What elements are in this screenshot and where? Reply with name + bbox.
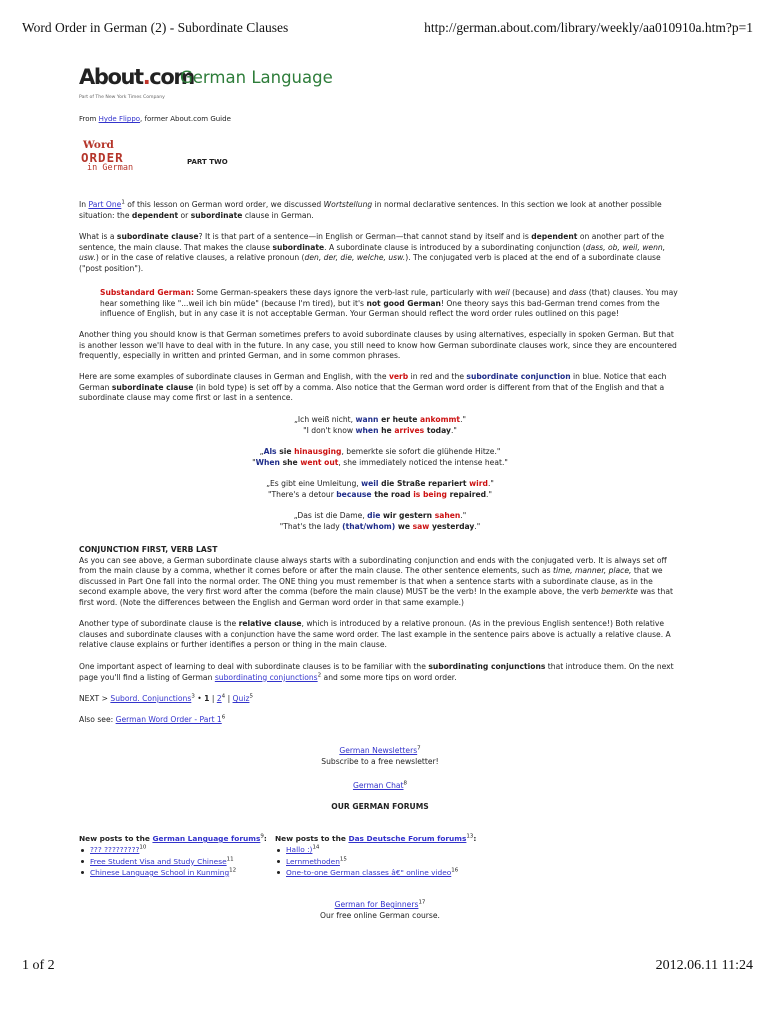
what-is-paragraph: What is a subordinate clause? It is that part of a sentence—in English or German—that cannot stand by itself and is dependent on another part of the sentence, the main clause. That makes the clause subordinate. A subordinate clause is introduced by a subordinating conjunction (dass, ob, weil, wenn, usw.) or in the case of relative clauses, a relative pronoun (den, der, die, welche, usw.). The conjugated verb is placed at the end of a subordinate clause ("post position"). <box>79 232 666 273</box>
subord-conjunctions-link[interactable]: Subord. Conjunctions <box>110 694 192 703</box>
newsletters-block: German Newsletters$^7$ Subscribe to a free newsletter! <box>79 746 681 767</box>
relative-paragraph: Another type of subordinate clause is the relative clause, which is introduced by a relative pronoun. (As in the previous English sentence!) Both relative clauses and subordinate clauses with a conjunction have the same word order. The last example in the sentence pairs above is actually a relative clause. A relative clause explains or further identifies a person or thing in the main clause. <box>79 619 671 650</box>
also-see: Also see: German Word Order - Part $1^6$ <box>79 714 226 724</box>
substandard-paragraph: Substandard German: Some German-speakers these days ignore the verb-last rule, particularly with weil (because) and dass (that) clauses. You may hear something like "...weil ich bin müde" (because I'm tired), but it's not good German! One theory says this bad-German trend comes from the influence of English, but in any case it is not acceptable German. Your German should reflect the word order rules outlined on this page! <box>100 288 678 319</box>
intro-paragraph: In Part One$^1$ of this lesson on German word order, we discussed Wortstellung in normal declarative sentences. In this section we look at another possible situation: the dependent or subordinate clause in German. <box>79 199 662 220</box>
print-header-url: http://german.about.com/library/weekly/aa010910a.htm?p=1 <box>424 20 753 35</box>
examples-intro-paragraph: Here are some examples of subordinate clauses in German and English, with the verb in red and the subordinate conjunction in blue. Notice that each German subordinate clause (in bold type) is set off by a comma. Also notice that the German word order is different from that of the English and that a subordinate clause may come first or last in a sentence. <box>79 372 667 403</box>
reference-number: 12 <box>229 867 237 874</box>
reference-number: 10 <box>139 844 147 851</box>
next-navigation: NEXT > Subord. Conjunctions$^3$ • 1 | $2^4$ | Quiz$^5$ <box>79 693 253 703</box>
example-english: "I don't know when he arrives today." <box>303 425 457 435</box>
forum-post-link[interactable]: ??? ????????? <box>90 845 140 855</box>
conjunction-first-paragraph: CONJUNCTION FIRST, VERB LAST As you can see above, a German subordinate clause always starts with a subordinating conjunction and ends with the conjugated verb. It is always set off from the main clause by a comma, whether it comes before or after the main clause. The other sentence elements, such as time, manner, place, that we discussed in Part One fall into the normal order. The ONE thing you must remember is that when a sentence starts with a subordinate clause, as in the second example above, the very first word after the comma (before the main clause) MUST be the verb! In the example above, the verb bemerkte was that first word. (Note the differences between the English and German word order in that same example.) <box>79 545 673 607</box>
example-english: "When she went out, she immediately noticed the intense heat." <box>252 457 508 467</box>
example-german: „Es gibt eine Umleitung, weil die Straße repariert wird." <box>266 479 494 488</box>
byline-suffix: , former About.com Guide <box>140 115 231 123</box>
current-page: 1 <box>204 694 210 703</box>
part-one-link[interactable]: Part One <box>88 200 122 209</box>
chat-block: German Chat$^8$ <box>352 780 408 790</box>
word-order-line3: in German <box>87 163 134 173</box>
example-pair-1 <box>79 415 681 436</box>
example-german: „Das ist die Dame, die wir gestern sahen." <box>293 511 467 520</box>
forums-right-column: New posts to the Das Deutsche Forum forums$^{13}$: Hallo :)$^{14}$ Lernmethoden$^{15}$ One-to-one German classes â€" online video$^{16}$ <box>275 833 535 878</box>
example-pair-2 <box>79 447 681 468</box>
subordinating-conjunctions-link[interactable]: subordinating conjunctions <box>214 672 318 682</box>
example-pair-3 <box>79 479 681 500</box>
section-heading: CONJUNCTION FIRST, VERB LAST <box>79 545 218 554</box>
print-footer-page: 1 of 2 <box>22 958 55 973</box>
forum-post-link[interactable]: Chinese Language School in Kunming <box>90 867 230 877</box>
byline <box>79 114 231 125</box>
one-aspect-paragraph: One important aspect of learning to deal with subordinate clauses is to be familiar with the subordinating conjunctions that introduce them. On the next page you'll find a listing of German subordinating conjunctions$^2$ and some more tips on word order. <box>79 662 674 682</box>
word-order-line1: Word <box>83 139 114 151</box>
reference-number: 15 <box>339 856 347 863</box>
forum-post-item <box>275 867 535 878</box>
forum-post-list <box>275 844 535 878</box>
german-for-beginners-link[interactable]: German for Beginners <box>334 900 419 909</box>
german-newsletters-link[interactable]: German Newsletters <box>339 746 418 755</box>
forums-left-column: New posts to the German Language forums$^9$: ??? ?????????$^{10}$ Free Student Visa and Study Chinese$^{11}$ Chinese Language School in Kunming$^{12}$ <box>79 833 275 878</box>
byline-prefix: From <box>79 115 99 123</box>
beginners-subtitle: Our free online German course. <box>320 910 440 920</box>
reference-number: 14 <box>312 844 320 851</box>
author-link[interactable]: Hyde Flippo <box>98 115 141 123</box>
german-language-forums-link[interactable]: German Language forums <box>152 834 261 843</box>
das-deutsche-forum-link[interactable]: Das Deutsche Forum forums <box>348 834 467 843</box>
forum-post-item <box>275 856 535 867</box>
page-2-link[interactable]: 2 <box>216 694 222 703</box>
beginners-block: German for Beginners$^{17}$ Our free online German course. <box>79 900 681 921</box>
print-header-title: Word Order in German (2) - Subordinate Clauses <box>22 20 289 35</box>
forum-post-link[interactable]: Hallo :) <box>286 845 313 855</box>
reference-number: 16 <box>451 867 459 874</box>
forum-post-link[interactable]: One-to-one German classes â€" online video <box>286 867 452 877</box>
newsletters-subtitle: Subscribe to a free newsletter! <box>321 756 439 766</box>
example-german: „Als sie hinausging, bemerkte sie sofort die glühende Hitze." <box>259 447 501 456</box>
quiz-link[interactable]: Quiz <box>232 694 250 703</box>
another-paragraph: Another thing you should know is that German sometimes prefers to avoid subordinate clauses by using alternatives, especially in spoken German. But that is another lesson we'll have to deal with in the future. In any case, you still need to know how German subordinate clauses work, since they are encountered frequently, especially in written and printed German, and in some common phrases. <box>79 330 677 361</box>
forum-post-item <box>79 844 275 855</box>
german-chat-link[interactable]: German Chat <box>352 781 404 790</box>
word-order-graphic <box>81 140 151 173</box>
forum-post-item <box>275 844 535 855</box>
word-order-line2: ORDER <box>81 150 124 165</box>
forum-post-item <box>79 856 275 867</box>
forum-post-list <box>79 844 275 878</box>
example-english: "There's a detour because the road is being repaired." <box>268 489 492 499</box>
logo-tagline: Part of The New York Times Company <box>79 95 165 100</box>
part-label: PART TWO <box>187 158 228 166</box>
section-title: German Language <box>180 68 333 87</box>
example-english: "That's the lady (that/whom) we saw yesterday." <box>279 521 481 531</box>
example-pair-4 <box>79 511 681 532</box>
forums-title: OUR GERMAN FORUMS <box>331 802 429 811</box>
forum-post-link[interactable]: Free Student Visa and Study Chinese <box>90 856 227 866</box>
about-brand: About.com <box>79 65 194 89</box>
word-order-part1-link[interactable]: German Word Order - Part 1 <box>115 715 222 724</box>
print-footer-datetime: 2012.06.11 11:24 <box>655 958 753 973</box>
forum-post-item <box>79 867 275 878</box>
example-german: „Ich weiß nicht, wann er heute ankommt." <box>294 415 466 424</box>
reference-number: 11 <box>226 856 234 863</box>
forum-post-link[interactable]: Lernmethoden <box>286 856 340 866</box>
